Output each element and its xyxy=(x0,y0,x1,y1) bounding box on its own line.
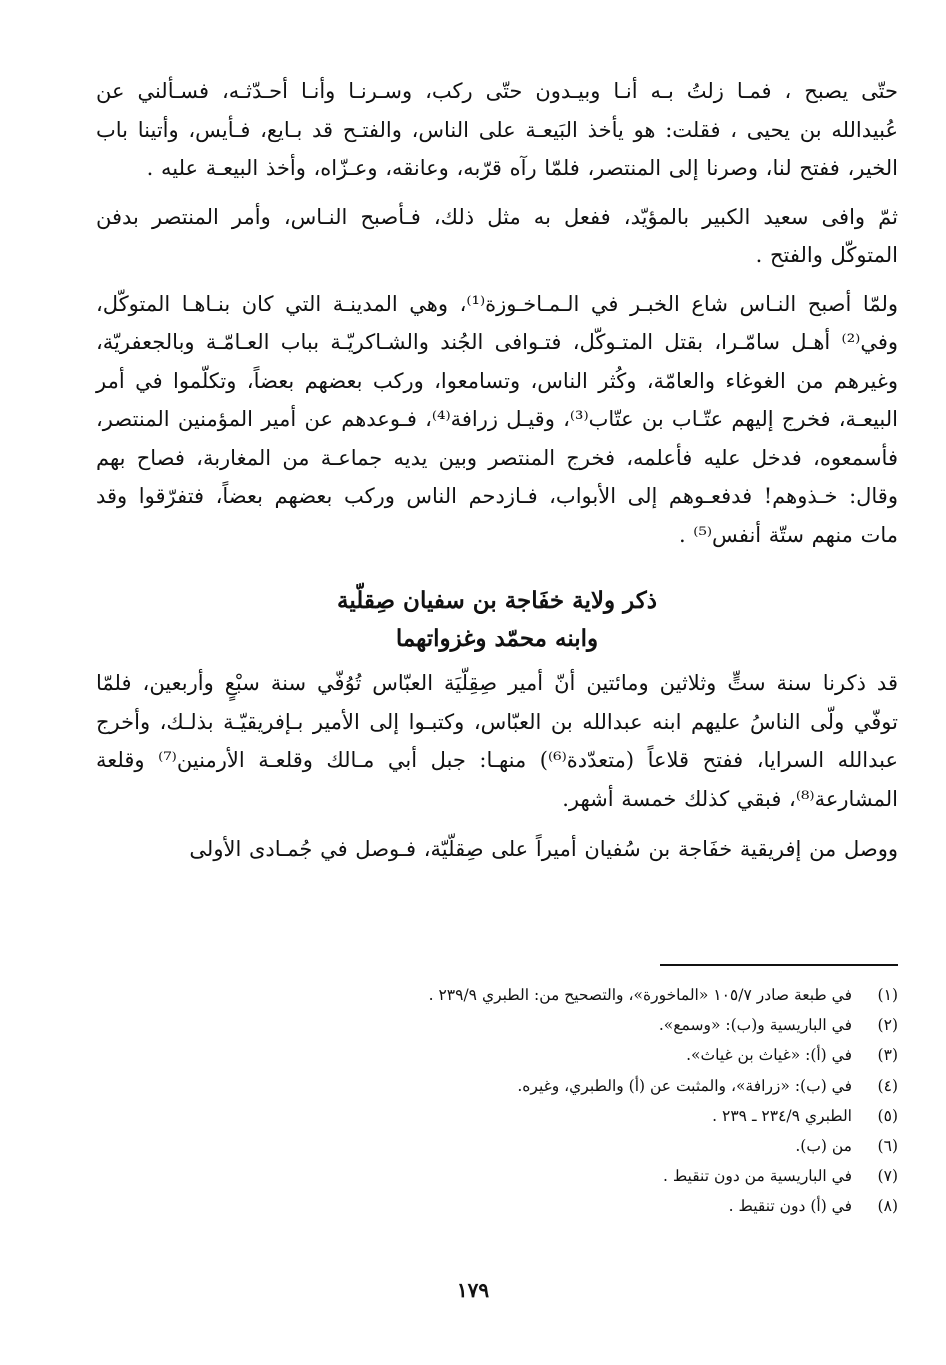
section-heading-line-1: ذكر ولاية خفَاجة بن سفيان صِقلّية xyxy=(337,587,657,614)
footnote-text: في (أ) دون تنقيط . xyxy=(728,1197,852,1216)
footnote-text: في طبعة صادر ١٠٥/٧ «الماخورة»، والتصحيح من: الطبري ٢٣٩/٩ . xyxy=(428,986,852,1004)
footnote-text: في (ب): «زرافة»، والمثبت عن (أ) والطبري، وغيره. xyxy=(517,1076,852,1095)
footnote-text: في الباريسية من دون تنقيط . xyxy=(662,1167,852,1186)
footnote-item xyxy=(96,1071,898,1101)
footnote-separator xyxy=(660,964,898,966)
footnote-item xyxy=(96,980,898,1010)
page-number: ١٧٩ xyxy=(456,1278,490,1302)
body-paragraph-5: ووصل من إفريقية خفَاجة بن سُفيان أميراً على صِقلّيّة، فـوصل في جُمـادى الأولى xyxy=(189,837,898,861)
footnote-text: في (أ): «غياث بن غياث». xyxy=(686,1046,852,1065)
footnote-item xyxy=(96,1040,898,1070)
footnote-number: (٨) xyxy=(877,1197,898,1216)
body-paragraph-1: حتّى يصبح ، فمـا زلتُ بـه أنـا وبيـدون حتّى ركب، وسـرنـا وأنـا أحـدّثـه، فسـألني عن عُبيدالله بن يحيى ، فقلت: هو يأخذ البَيعـة على الناس، والفتـح قد بـايع، فـأيس، وأتينا باب الخير، ففتح لنا، وصرنا إلى المنتصر، فلمّا رآه قرّبه، وعانقه، وعـزّاه، وأخذ البيعـة عليه . xyxy=(96,79,898,180)
footnote-number: (٥) xyxy=(877,1106,898,1125)
footnotes-list xyxy=(96,980,898,1222)
footnote-number: (٢) xyxy=(877,1016,898,1035)
footnote-number: (٣) xyxy=(877,1046,898,1065)
footnote-item xyxy=(96,1131,898,1161)
footnote-item xyxy=(96,1161,898,1191)
footnote-number: (٧) xyxy=(877,1167,898,1186)
section-heading-line-2: وابنه محمّد وغزواتهما xyxy=(395,625,599,652)
footnote-item xyxy=(96,1191,898,1221)
body-paragraph-4: قد ذكرنا سنة ستٍّ وثلاثين ومائتين أنّ أمير صِقِلّيَة العبّاس تُوُفّي سنة سبْعٍ وأربعين، فلمّا توفّي ولّى الناسُ عليهم ابنه عبدالله بن العبّاس، وكتبـوا إلى الأمير بـإفريقيّـة بذلـك، وأخرج عبدالله السرايا، ففتح قلاعاً (متعدّدة⁽⁶⁾) منهـا: جبل أبي مـالك وقلعـة الأرمنين⁽⁷⁾ وقلعة المشارعة⁽⁸⁾، فبقي كذلك خمسة أشهر. xyxy=(96,671,898,811)
footnote-number: (٦) xyxy=(877,1137,898,1156)
footnote-text: الطبري ٢٣٤/٩ ـ ٢٣٩ . xyxy=(712,1106,852,1125)
footnote-number: (١) xyxy=(877,986,898,1004)
body-paragraph-2: ثمّ وافى سعيد الكبير بالمؤيّد، ففعل به مثل ذلك، فـأصبح النـاس، وأمر المنتصر بدفن المتوكّل والفتح . xyxy=(96,204,898,267)
footnote-number: (٤) xyxy=(877,1076,898,1095)
body-paragraph-3: ولمّا أصبح النـاس شاع الخبـر في الـمـاخـوزة⁽¹⁾، وهي المدينـة التي كان بنـاهـا المتوكّل، وفي⁽²⁾ أهـل سامّـرا، بقتل المتـوكّل، فتـوافى الجُند والشـاكريّـة بباب العـامّـة وبالجعفريّة، وغيرهم من الغوغاء والعامّة، وكُثر الناس، وتسامعوا، وركب بعضهم بعضاً، وتكلّموا في أمر البيعـة، فخرج إليهم عتّـاب بن عتّاب⁽³⁾، وقيـل زرافة⁽⁴⁾، فـوعدهم عن أمير المؤمنين المنتصر، فأسمعوه، فدخل عليه فأعلمه، فخرج المنتصر وبين يديه جماعـة من المغاربة، فصاح بهم وقال: خـذوهم! فدفعـوهم إلى الأبواب، فـازدحم الناس وركب بعضهم بعضاً، فتفرّقوا وقد مات منهم ستّة أنفس⁽⁵⁾ . xyxy=(96,291,899,547)
footnote-item xyxy=(96,1101,898,1131)
footnote-item xyxy=(96,1010,898,1040)
section-heading xyxy=(96,582,898,658)
footnote-text: من (ب). xyxy=(795,1137,852,1156)
footnote-text: في الباريسية و(ب): «وسمع». xyxy=(658,1016,852,1035)
